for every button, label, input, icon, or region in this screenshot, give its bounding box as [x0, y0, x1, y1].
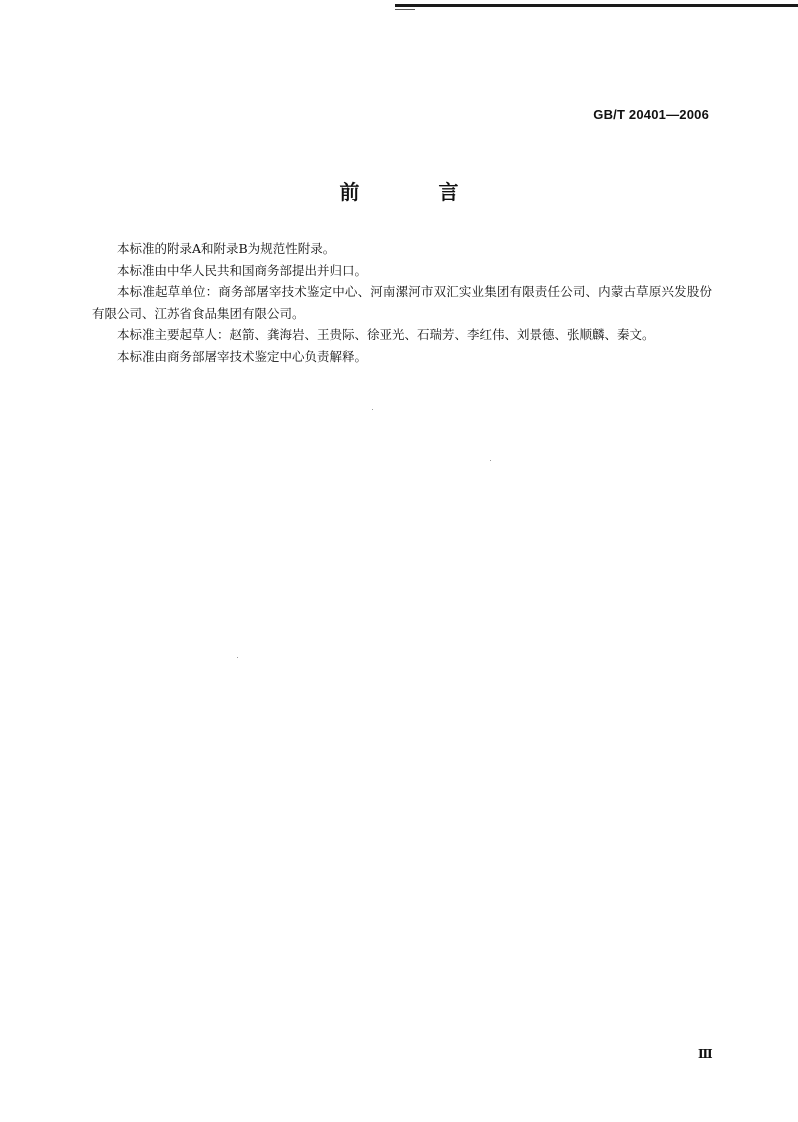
- scan-speck: [237, 657, 238, 658]
- scan-speck: [490, 460, 491, 461]
- standard-code: GB/T 20401—2006: [593, 107, 709, 122]
- header-rule: [395, 4, 798, 7]
- body-text: [92, 238, 712, 367]
- section-title: 前 言: [339, 180, 495, 204]
- paragraph-drafting-units: 本标准起草单位：商务部屠宰技术鉴定中心、河南漯河市双汇实业集团有限责任公司、内蒙古草原兴发股份有限公司、江苏省食品集团有限公司。: [92, 284, 712, 321]
- paragraph-interpretation: 本标准由商务部屠宰技术鉴定中心负责解释。: [117, 348, 368, 364]
- paragraph-drafters: 本标准主要起草人：赵箭、龚海岩、王贵际、徐亚光、石瑞芳、李红伟、刘景德、张顺麟、秦文。: [117, 327, 655, 342]
- header-rule-secondary: [395, 9, 415, 10]
- scan-speck: [372, 409, 373, 410]
- paragraph-appendix: 本标准的附录A和附录B为规范性附录。: [117, 241, 336, 256]
- paragraph-proposer: 本标准由中华人民共和国商务部提出并归口。: [117, 262, 368, 278]
- page-number: Ⅲ: [698, 1047, 713, 1061]
